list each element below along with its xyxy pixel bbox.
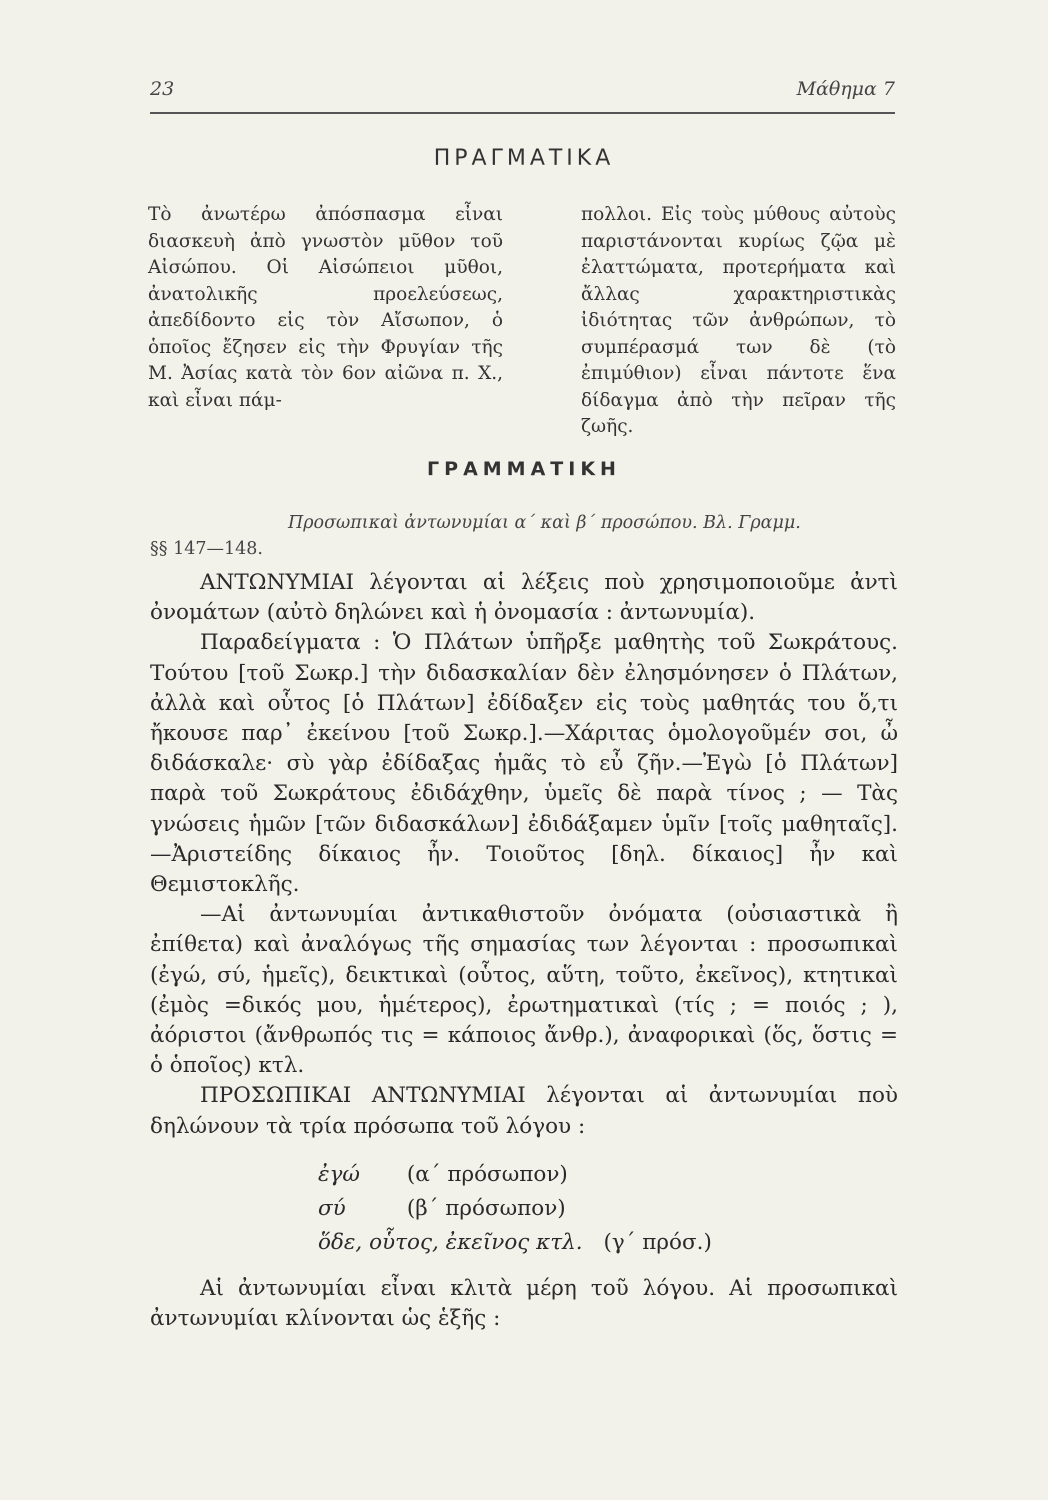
person-pronoun: σύ <box>318 1195 346 1221</box>
paragraph-categories: —Αἱ ἀντωνυμίαι ἀντικαθιστοῦν ὀνόματα (οὐσιαστικὰ ἢ ἐπίθετα) καὶ ἀναλόγως τῆς σημασίας των λέγονται : προσωπικαὶ (ἐγώ, σύ, ἡμεῖς), δεικτικαὶ (οὗτος, αὕτη, τοῦτο, ἐκεῖνος), κτητικαὶ (ἐμὸς =δικός μου, ἡμέτερος), ἐρωτηματικαὶ (τίς ; = ποιός ; ), ἀόριστοι (ἄνθρωπός τις = κάποιος ἄνθρ.), ἀναφορικαὶ (ὅς, ὅστις = ὁ ὁποῖος) κτλ. <box>150 902 898 1079</box>
grammar-body <box>150 568 898 1334</box>
person-label: (β΄ πρόσωπον) <box>406 1195 566 1221</box>
person-row-second <box>318 1192 898 1226</box>
pragmatika-right-column: πολλοι. Εἰς τοὺς μύθους αὐτοὺς παριστάνονται κυρίως ζῷα μὲ ἐλαττώματα, προτερήματα καὶ ἄλλας χαρακτηριστικὰς ἰδιότητας τῶν ἀνθρώπων, τὸ συμπέρασμά των δὲ (τὸ ἐπιμύθιον) εἶναι πάντοτε ἕνα δίδαγμα ἀπὸ τὴν πεῖραν τῆς ζωῆς. <box>581 204 896 437</box>
persons-list <box>150 1158 898 1260</box>
paragraph-declension: Αἱ ἀντωνυμίαι εἶναι κλιτὰ μέρη τοῦ λόγου. Αἱ προσωπικαὶ ἀντωνυμίαι κλίνονται ὡς ἑξῆς : <box>150 1275 898 1332</box>
paragraph-definition: ΑΝΤΩΝΥΜΙΑΙ λέγονται αἱ λέξεις ποὺ χρησιμοποιοῦμε ἀντὶ ὀνομάτων (αὐτὸ δηλώνει καὶ ἡ ὀνομασία : ἀντωνυμία). <box>150 570 898 626</box>
reference-sections: §§ 147—148. <box>150 539 263 559</box>
grammar-reference <box>150 510 895 562</box>
person-pronoun: ὅδε, οὗτος, ἐκεῖνος κτλ. <box>318 1229 583 1255</box>
person-row-first <box>318 1158 898 1192</box>
pragmatika-left-column: Τὸ ἀνωτέρω ἀπόσπασμα εἶναι διασκευὴ ἀπὸ γνωστὸν μῦθον τοῦ Αἰσώπου. Οἱ Αἰσώπειοι μῦθοι, ἀνατολικῆς προελεύσεως, ἀπεδίδοντο εἰς τὸν Αἴσωπον, ὁ ὁποῖος ἔζησεν εἰς τὴν Φρυγίαν τῆς Μ. Ἀσίας κατὰ τὸν 6ον αἰῶνα π. Χ., καὶ εἶναι πάμ- <box>148 204 503 411</box>
header-rule <box>150 112 895 114</box>
paragraph-examples: Παραδείγματα : Ὁ Πλάτων ὑπῆρξε μαθητὴς τοῦ Σωκράτους. Τούτου [τοῦ Σωκρ.] τὴν διδασκαλίαν δὲν ἐλησμόνησεν ὁ Πλάτων, ἀλλὰ καὶ οὗτος [ὁ Πλάτων] ἐδίδαξεν εἰς τοὺς μαθητάς του ὅ,τι ἤκουσε παρ᾽ ἐκείνου [τοῦ Σωκρ.].—Χάριτας ὁμολογοῦμέν σοι, ὦ διδάσκαλε· σὺ γὰρ ἐδίδαξας ἡμᾶς τὸ εὖ ζῆν.—Ἐγὼ [ὁ Πλάτων] παρὰ τοῦ Σωκράτους ἐδιδάχθην, ὑμεῖς δὲ παρὰ τίνος ; — Τὰς γνώσεις ἡμῶν [τῶν διδασκάλων] ἐδιδάξαμεν ὑμῖν [τοῖς μαθηταῖς].—Ἀριστείδης δίκαιος ἦν. Τοιοῦτος [δηλ. δίκαιος] ἦν καὶ Θεμιστοκλῆς. <box>150 630 898 898</box>
reference-line: Προσωπικαὶ ἀντωνυμίαι α΄ καὶ β΄ προσώπου. Βλ. Γραμμ. <box>288 513 801 533</box>
lesson-title: Μάθημα 7 <box>796 78 895 100</box>
heading-grammatiki: ΓΡΑΜΜΑΤΙΚΗ <box>427 458 621 480</box>
person-label: (α΄ πρόσωπον) <box>406 1161 568 1187</box>
paragraph-personal-pronouns: ΠΡΟΣΩΠΙΚΑΙ ΑΝΤΩΝΥΜΙΑΙ λέγονται αἱ ἀντωνυμίαι ποὺ δηλώνουν τὰ τρία πρόσωπα τοῦ λόγου : <box>150 1083 898 1139</box>
page-number: 23 <box>150 78 175 100</box>
heading-pragmatika: ΠΡΑΓΜΑΤΙΚΑ <box>433 146 615 171</box>
person-pronoun: ἐγώ <box>318 1161 360 1187</box>
person-row-third <box>318 1226 898 1260</box>
running-head <box>150 78 895 108</box>
person-label: (γ΄ πρόσ.) <box>603 1229 712 1255</box>
